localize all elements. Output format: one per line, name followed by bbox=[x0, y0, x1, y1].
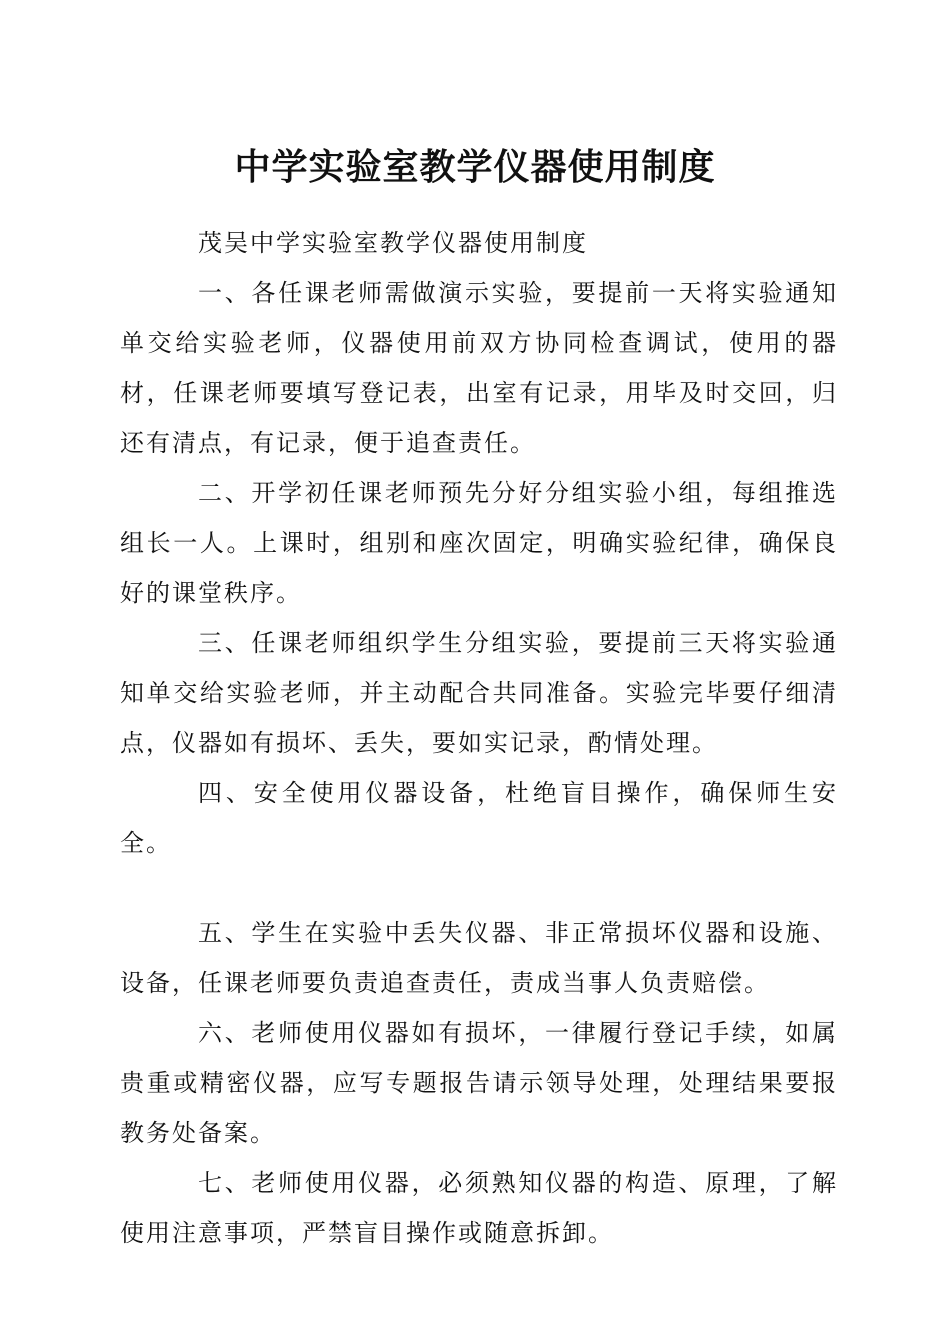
paragraph-rule-6: 六、老师使用仪器如有损坏，一律履行登记手续，如属贵重或精密仪器，应写专题报告请示领导处理，处理结果要报教务处备案。 bbox=[120, 1019, 838, 1147]
paragraph-rule-5: 五、学生在实验中丢失仪器、非正常损坏仪器和设施、设备，任课老师要负责追查责任，责成当事人负责赔偿。 bbox=[120, 919, 838, 997]
paragraph-subtitle: 茂吴中学实验室教学仪器使用制度 bbox=[198, 229, 588, 257]
page-title: 中学实验室教学仪器使用制度 bbox=[234, 147, 716, 188]
document-body bbox=[120, 218, 838, 1258]
paragraph-rule-1: 一、各任课老师需做演示实验，要提前一天将实验通知单交给实验老师，仪器使用前双方协同检查调试，使用的器材，任课老师要填写登记表，出室有记录，用毕及时交回，归还有清点，有记录，便于追查责任。 bbox=[120, 279, 838, 457]
paragraph-rule-7: 七、老师使用仪器，必须熟知仪器的构造、原理，了解使用注意事项，严禁盲目操作或随意拆卸。 bbox=[120, 1169, 838, 1247]
paragraph-rule-2: 二、开学初任课老师预先分好分组实验小组，每组推选组长一人。上课时，组别和座次固定，明确实验纪律，确保良好的课堂秩序。 bbox=[120, 479, 838, 607]
paragraph-rule-4: 四、安全使用仪器设备，杜绝盲目操作，确保师生安全。 bbox=[120, 779, 838, 857]
paragraph-rule-3: 三、任课老师组织学生分组实验，要提前三天将实验通知单交给实验老师，并主动配合共同准备。实验完毕要仔细清点，仪器如有损坏、丢失，要如实记录，酌情处理。 bbox=[120, 629, 838, 757]
